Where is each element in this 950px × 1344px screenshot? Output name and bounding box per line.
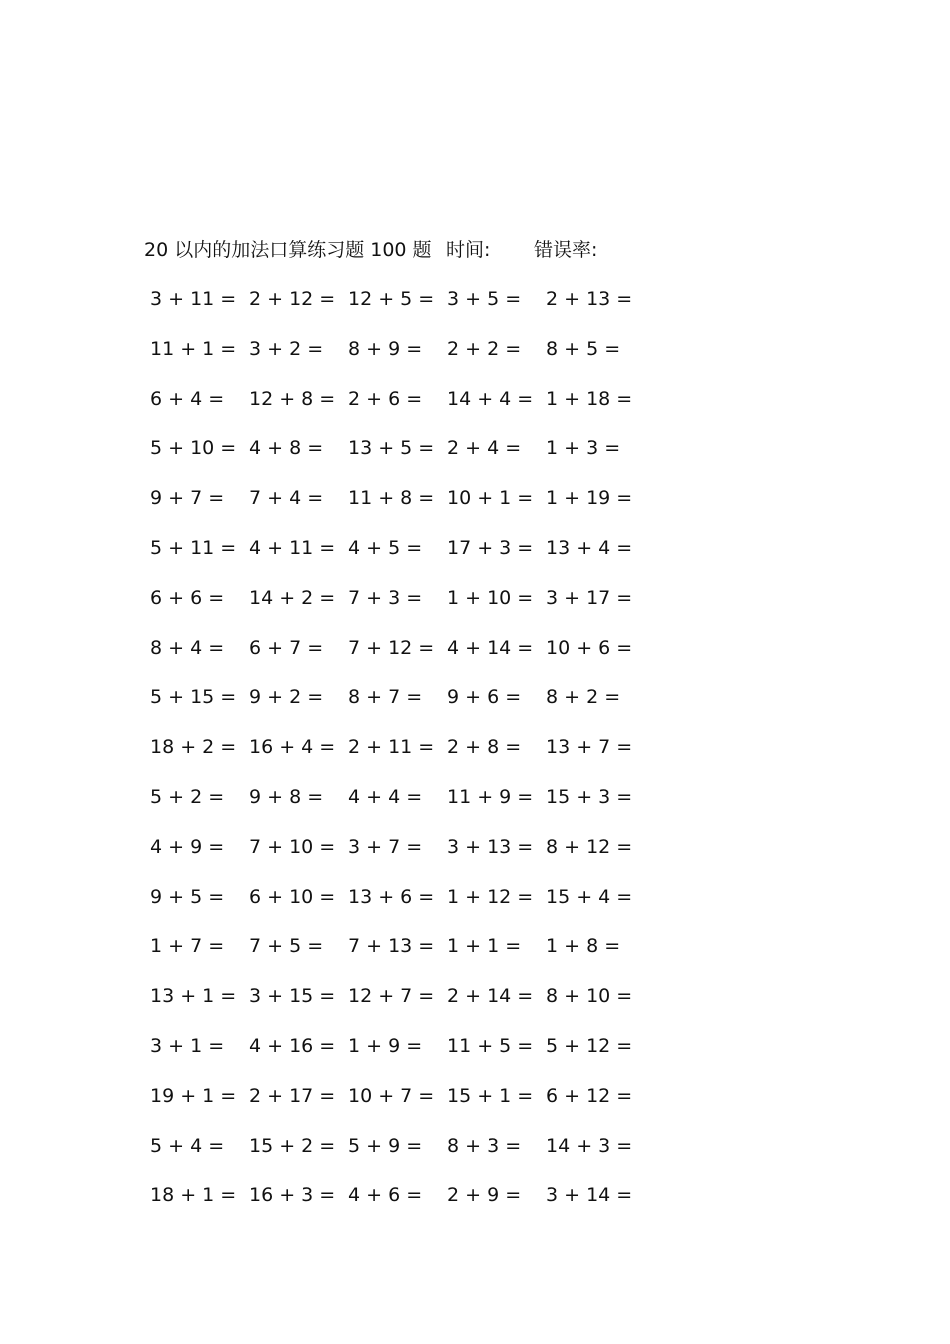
addition-problem: 2 + 4 = [447, 437, 522, 459]
addition-problem: 3 + 7 = [348, 836, 423, 858]
addition-problem: 15 + 4 = [546, 886, 633, 908]
addition-problem: 5 + 12 = [546, 1035, 633, 1057]
addition-problem: 1 + 12 = [447, 886, 534, 908]
addition-problem: 11 + 1 = [150, 338, 237, 360]
addition-problem: 7 + 4 = [249, 487, 324, 509]
addition-problem: 15 + 2 = [249, 1135, 336, 1157]
addition-problem: 3 + 11 = [150, 288, 237, 310]
addition-problem: 2 + 8 = [447, 736, 522, 758]
problem-row [0, 981, 950, 1011]
problem-row [0, 633, 950, 663]
problem-row [0, 732, 950, 762]
addition-problem: 3 + 1 = [150, 1035, 225, 1057]
addition-problem: 11 + 5 = [447, 1035, 534, 1057]
addition-problem: 4 + 16 = [249, 1035, 336, 1057]
addition-problem: 2 + 13 = [546, 288, 633, 310]
problem-row [0, 483, 950, 513]
addition-problem: 4 + 14 = [447, 637, 534, 659]
addition-problem: 3 + 13 = [447, 836, 534, 858]
addition-problem: 8 + 4 = [150, 637, 225, 659]
addition-problem: 6 + 4 = [150, 388, 225, 410]
addition-problem: 10 + 6 = [546, 637, 633, 659]
addition-problem: 8 + 2 = [546, 686, 621, 708]
problem-row [0, 1180, 950, 1210]
problem-row [0, 284, 950, 314]
addition-problem: 8 + 10 = [546, 985, 633, 1007]
addition-problem: 8 + 5 = [546, 338, 621, 360]
addition-problem: 5 + 15 = [150, 686, 237, 708]
addition-problem: 13 + 1 = [150, 985, 237, 1007]
addition-problem: 6 + 12 = [546, 1085, 633, 1107]
problem-row [0, 384, 950, 414]
addition-problem: 14 + 4 = [447, 388, 534, 410]
addition-problem: 10 + 1 = [447, 487, 534, 509]
problem-row [0, 583, 950, 613]
problem-row [0, 682, 950, 712]
addition-problem: 1 + 19 = [546, 487, 633, 509]
addition-problem: 4 + 5 = [348, 537, 423, 559]
addition-problem: 13 + 7 = [546, 736, 633, 758]
addition-problem: 7 + 13 = [348, 935, 435, 957]
problem-row [0, 1031, 950, 1061]
addition-problem: 13 + 4 = [546, 537, 633, 559]
time-label: 时间: [446, 239, 491, 261]
addition-problem: 4 + 6 = [348, 1184, 423, 1206]
addition-problem: 3 + 2 = [249, 338, 324, 360]
addition-problem: 2 + 14 = [447, 985, 534, 1007]
addition-problem: 18 + 1 = [150, 1184, 237, 1206]
problem-row [0, 433, 950, 463]
worksheet-title: 20 以内的加法口算练习题 100 题 [144, 239, 432, 261]
addition-problem: 6 + 7 = [249, 637, 324, 659]
addition-problem: 9 + 7 = [150, 487, 225, 509]
addition-problem: 7 + 3 = [348, 587, 423, 609]
addition-problem: 3 + 17 = [546, 587, 633, 609]
addition-problem: 2 + 2 = [447, 338, 522, 360]
addition-problem: 13 + 6 = [348, 886, 435, 908]
addition-problem: 9 + 2 = [249, 686, 324, 708]
addition-problem: 5 + 10 = [150, 437, 237, 459]
addition-problem: 12 + 8 = [249, 388, 336, 410]
addition-problem: 1 + 9 = [348, 1035, 423, 1057]
addition-problem: 12 + 5 = [348, 288, 435, 310]
addition-problem: 5 + 11 = [150, 537, 237, 559]
addition-problem: 11 + 9 = [447, 786, 534, 808]
addition-problem: 4 + 11 = [249, 537, 336, 559]
addition-problem: 4 + 4 = [348, 786, 423, 808]
addition-problem: 16 + 3 = [249, 1184, 336, 1206]
addition-problem: 5 + 2 = [150, 786, 225, 808]
problem-row [0, 533, 950, 563]
addition-problem: 2 + 12 = [249, 288, 336, 310]
addition-problem: 12 + 7 = [348, 985, 435, 1007]
addition-problem: 19 + 1 = [150, 1085, 237, 1107]
addition-problem: 1 + 10 = [447, 587, 534, 609]
problem-row [0, 334, 950, 364]
addition-problem: 11 + 8 = [348, 487, 435, 509]
addition-problem: 15 + 3 = [546, 786, 633, 808]
addition-problem: 18 + 2 = [150, 736, 237, 758]
addition-problem: 9 + 6 = [447, 686, 522, 708]
addition-problem: 3 + 15 = [249, 985, 336, 1007]
addition-problem: 9 + 5 = [150, 886, 225, 908]
addition-problem: 1 + 1 = [447, 935, 522, 957]
addition-problem: 5 + 4 = [150, 1135, 225, 1157]
problem-row [0, 782, 950, 812]
addition-problem: 8 + 3 = [447, 1135, 522, 1157]
addition-problem: 4 + 9 = [150, 836, 225, 858]
addition-problem: 8 + 7 = [348, 686, 423, 708]
addition-problem: 7 + 12 = [348, 637, 435, 659]
addition-problem: 3 + 5 = [447, 288, 522, 310]
addition-problem: 10 + 7 = [348, 1085, 435, 1107]
addition-problem: 1 + 7 = [150, 935, 225, 957]
addition-problem: 6 + 10 = [249, 886, 336, 908]
addition-problem: 14 + 2 = [249, 587, 336, 609]
addition-problem: 4 + 8 = [249, 437, 324, 459]
problem-row [0, 1081, 950, 1111]
addition-problem: 7 + 10 = [249, 836, 336, 858]
addition-problem: 8 + 12 = [546, 836, 633, 858]
addition-problem: 3 + 14 = [546, 1184, 633, 1206]
problem-row [0, 882, 950, 912]
addition-problem: 7 + 5 = [249, 935, 324, 957]
addition-problem: 8 + 9 = [348, 338, 423, 360]
problem-row [0, 1131, 950, 1161]
addition-problem: 5 + 9 = [348, 1135, 423, 1157]
problem-row [0, 832, 950, 862]
addition-problem: 15 + 1 = [447, 1085, 534, 1107]
addition-problem: 2 + 11 = [348, 736, 435, 758]
addition-problem: 16 + 4 = [249, 736, 336, 758]
addition-problem: 13 + 5 = [348, 437, 435, 459]
addition-problem: 1 + 18 = [546, 388, 633, 410]
problem-row [0, 931, 950, 961]
addition-problem: 6 + 6 = [150, 587, 225, 609]
addition-problem: 14 + 3 = [546, 1135, 633, 1157]
addition-problem: 9 + 8 = [249, 786, 324, 808]
addition-problem: 17 + 3 = [447, 537, 534, 559]
addition-problem: 1 + 8 = [546, 935, 621, 957]
addition-problem: 2 + 9 = [447, 1184, 522, 1206]
error-rate-label: 错误率: [534, 239, 598, 261]
addition-problem: 2 + 6 = [348, 388, 423, 410]
addition-problem: 2 + 17 = [249, 1085, 336, 1107]
addition-problem: 1 + 3 = [546, 437, 621, 459]
